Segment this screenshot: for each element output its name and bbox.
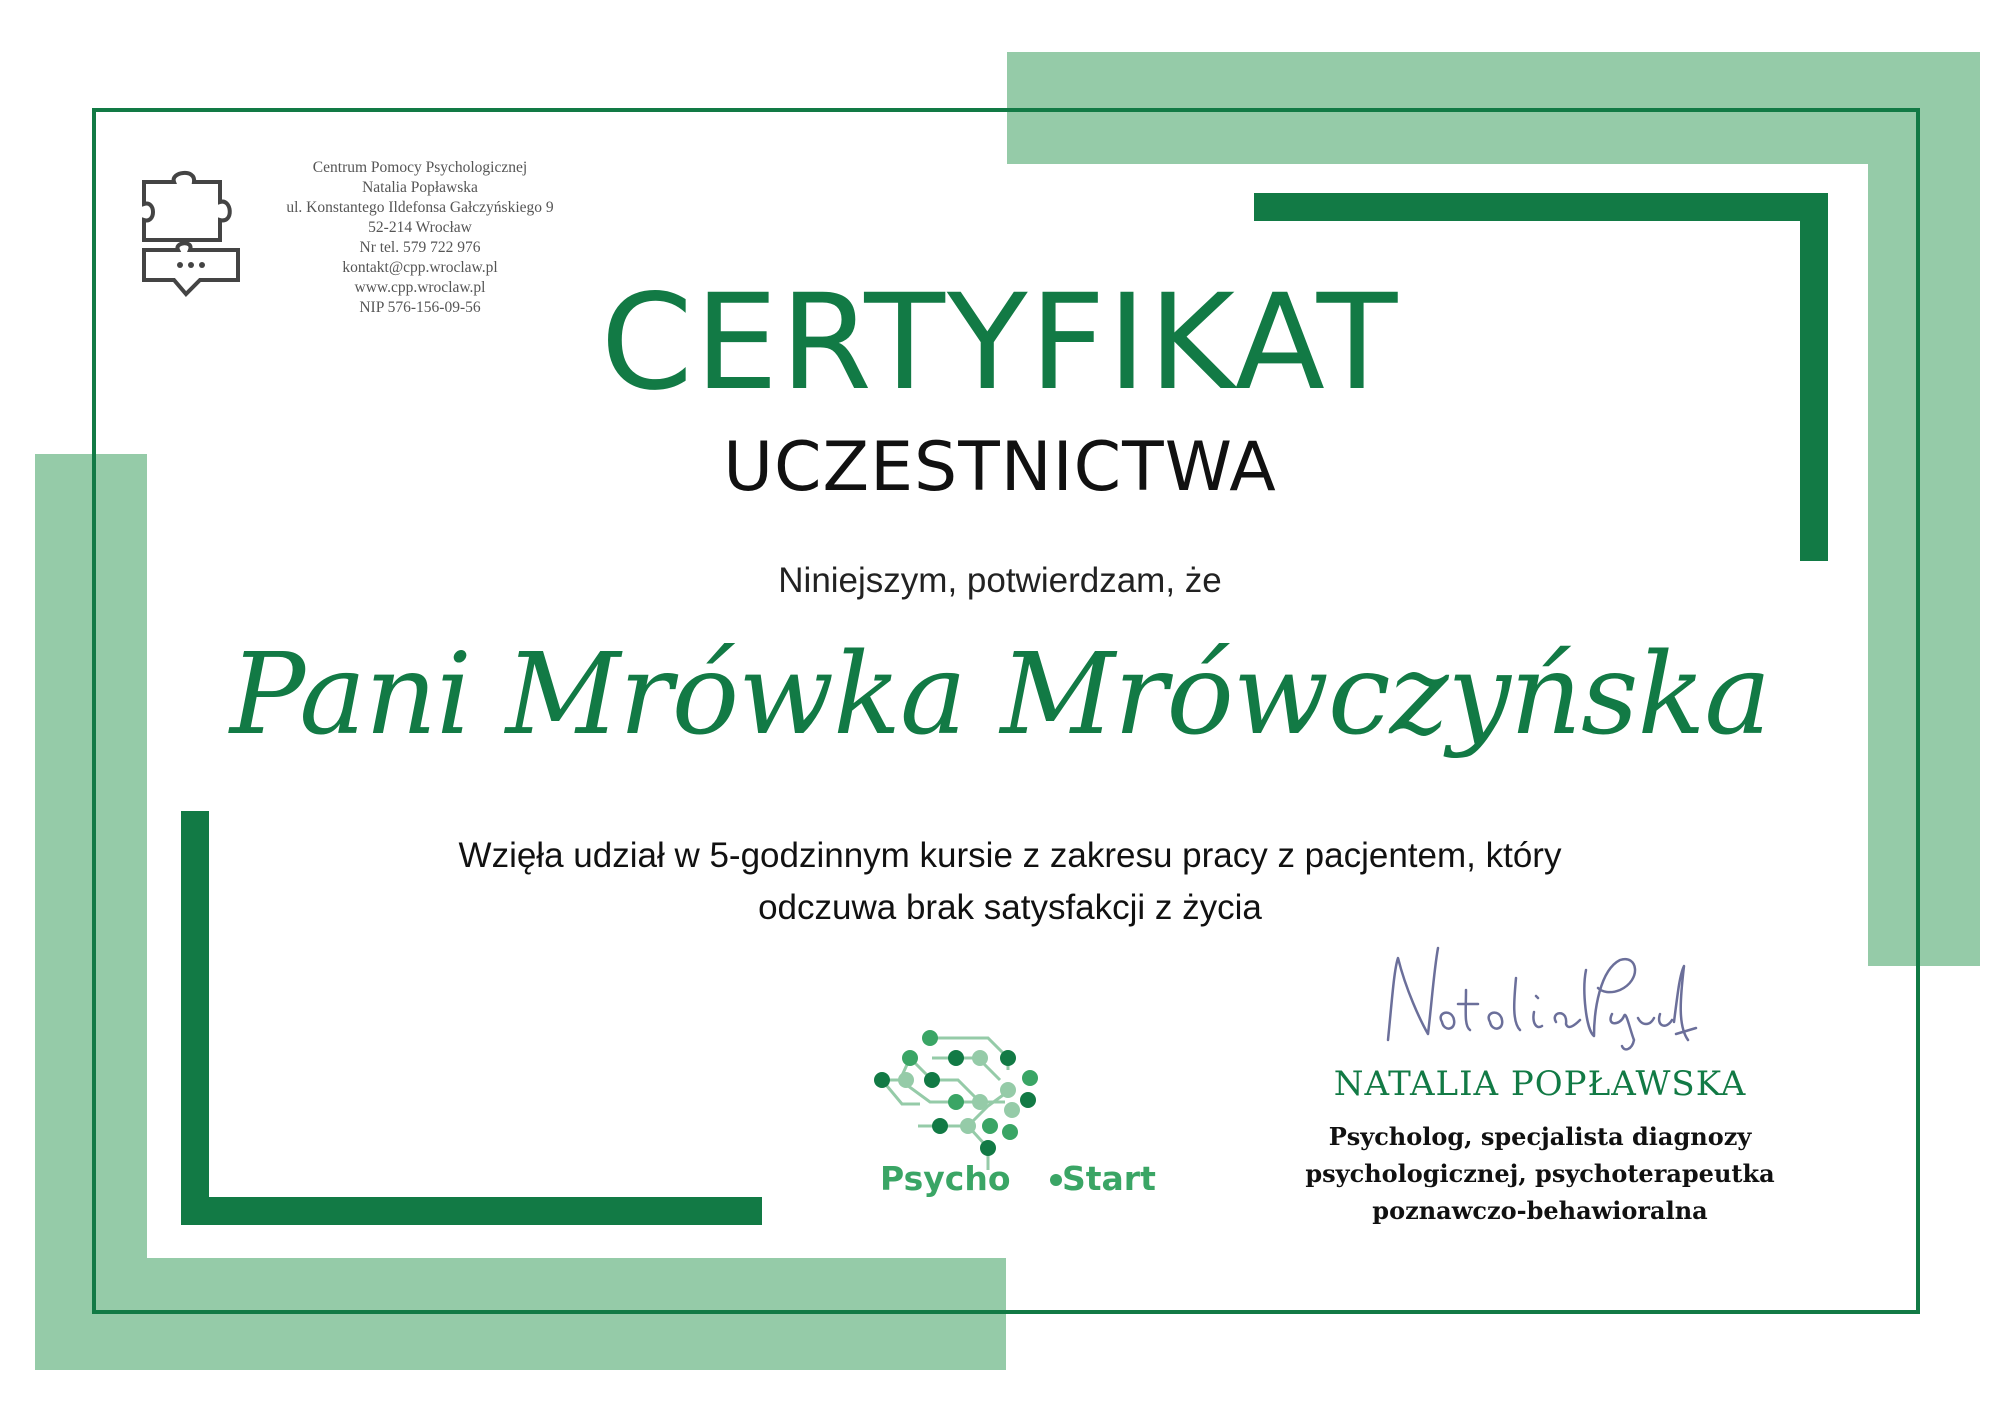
logo-dot — [1050, 1174, 1062, 1186]
logo-word-start: Start — [1062, 1159, 1156, 1198]
signatory-name: NATALIA POPŁAWSKA — [1333, 1064, 1747, 1104]
signatory-role-line: Psycholog, specjalista diagnozy — [1328, 1122, 1752, 1151]
frame-dark-bottom — [181, 1197, 762, 1225]
stamp-line: NIP 576-156-09-56 — [359, 299, 481, 316]
stamp-line: Nr tel. 579 722 976 — [359, 239, 481, 256]
signatory-role-line: poznawczo-behawioralna — [1372, 1196, 1708, 1225]
stamp-line: www.cpp.wroclaw.pl — [354, 279, 486, 296]
certificate-title: CERTYFIKAT — [600, 266, 1400, 420]
frame-dark-top — [1254, 193, 1828, 221]
stamp-line: 52-214 Wrocław — [368, 219, 472, 236]
signatory-role — [1260, 1118, 1820, 1229]
stamp-line: Natalia Popławska — [362, 179, 478, 196]
certificate-description — [360, 830, 1660, 934]
certificate-intro: Niniejszym, potwierdzam, że — [778, 561, 1222, 600]
frame-dark-left — [181, 811, 209, 1225]
signatory-role-line: psychologicznej, psychoterapeutka — [1305, 1159, 1775, 1188]
stamp-line: kontakt@cpp.wroclaw.pl — [342, 259, 498, 276]
stamp-line: Centrum Pomocy Psychologicznej — [312, 159, 528, 176]
handwritten-signature — [1380, 930, 1700, 1060]
recipient-name: Pani Mrówka Mrówczyńska — [229, 630, 1771, 760]
psychostart-logo — [860, 1030, 1160, 1210]
certificate-subtitle: UCZESTNICTWA — [723, 428, 1277, 507]
stamp-line: ul. Konstantego Ildefonsa Gałczyńskiego 9 — [286, 199, 554, 216]
description-line: odczuwa brak satysfakcji z życia — [758, 888, 1262, 927]
logo-word-psycho: Psycho — [880, 1159, 1011, 1198]
description-line: Wzięła udział w 5-godzinnym kursie z zakresu pracy z pacjentem, który — [458, 836, 1562, 875]
